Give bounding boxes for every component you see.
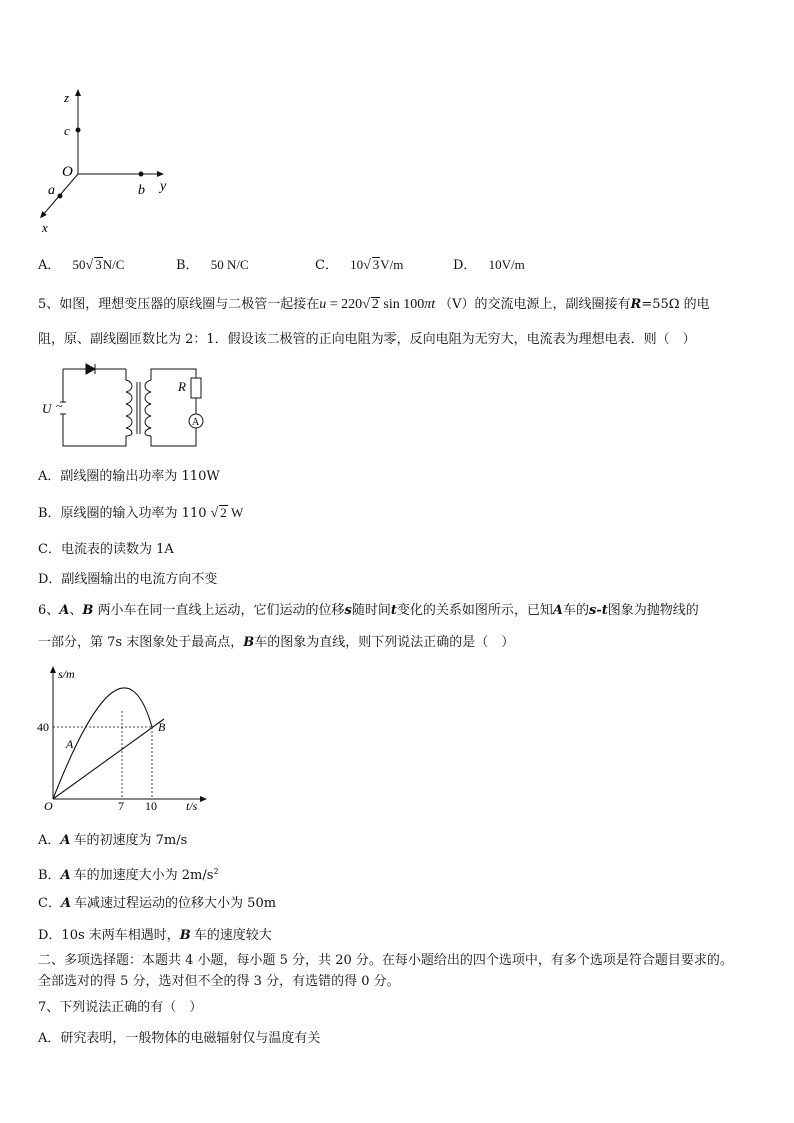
text: 车的图象为直线，则下列说法正确的是（ ） — [254, 635, 515, 650]
q4-option-d — [453, 256, 525, 275]
circuit-label-a: A — [192, 417, 200, 428]
st-graph — [36, 664, 211, 814]
text: 车的初速度为 7m/s — [73, 833, 188, 848]
axes-figure — [36, 86, 186, 236]
t-axis-label: t/s — [186, 799, 198, 813]
text: B．原线圈的输入功率为 110 — [38, 506, 207, 521]
text: =55Ω 的电 — [641, 297, 710, 312]
text: 随时间 — [351, 603, 391, 618]
origin-label: O — [44, 799, 53, 813]
text: B． — [38, 868, 61, 883]
text: 车的加速度大小为 2m/s — [73, 868, 214, 883]
option-value: 50 — [72, 257, 86, 272]
symbol-r: R — [630, 297, 642, 312]
option-value: 50 N/C — [210, 257, 249, 272]
superscript: 2 — [213, 867, 219, 876]
label-a: a — [48, 183, 55, 198]
text: 一部分，第 7s 末图象处于最高点， — [38, 635, 244, 650]
q5-stem-line2: 阻，原、副线圈匝数比为 2：1．假设该二极管的正向电阻为零，反向电阻为无穷大，电流表为理想电表．则（ ） — [38, 332, 696, 347]
label-z: z — [64, 90, 70, 105]
text: 车的速度较大 — [193, 928, 272, 943]
circuit-label-u: U — [42, 401, 52, 416]
resistor-icon — [191, 378, 201, 398]
primary-wire — [63, 369, 126, 446]
q6-option-c — [38, 895, 276, 913]
section2-instruction-line1: 二、多项选择题：本题共 4 小题，每小题 5 分，共 20 分。在每小题给出的四个选项中，有多个选项是符合题目要求的。 — [38, 953, 733, 968]
label-x: x — [42, 220, 48, 235]
text: C． — [38, 896, 61, 911]
option-value: 10 — [350, 257, 364, 272]
symbol-s: s — [344, 603, 352, 618]
q6-stem-line1 — [38, 602, 699, 620]
secondary-coil — [145, 380, 151, 436]
option-label: C． — [315, 258, 338, 273]
q5-option-c: C．电流表的读数为 1A — [38, 542, 174, 557]
point-b — [139, 172, 144, 177]
text: （V）的交流电源上，副线圈接有 — [439, 297, 631, 312]
symbol-a: A — [60, 833, 71, 848]
q6-option-b — [38, 863, 219, 885]
q5-stem-line1: 5、如图，理想变压器的原线圈与二极管一起接在u = 220√ 2 sin 100πt （V）的交流电源上，副线圈接有R=55Ω 的电 — [38, 297, 710, 312]
tick-40: 40 — [37, 720, 49, 734]
formula-radicand: 2 — [371, 297, 379, 312]
text: 两小车在同一直线上运动，它们运动的位移 — [93, 603, 345, 618]
symbol-b: B — [82, 603, 94, 618]
label-y: y — [160, 179, 167, 194]
q7-option-a: A．研究表明，一般物体的电磁辐射仅与温度有关 — [38, 1031, 321, 1046]
circuit-label-tilde: ~ — [56, 399, 63, 413]
text: 变化的关系如图所示，已知 — [396, 603, 553, 618]
formula-eq: = 220 — [326, 297, 363, 312]
text: 、 — [69, 603, 83, 618]
text: 图象为抛物线的 — [607, 603, 699, 618]
radicand: 2 — [220, 505, 227, 520]
text: 车的 — [563, 603, 590, 618]
option-value: 10V/m — [488, 257, 525, 272]
section2-instruction-line2: 全部选对的得 5 分，选对但不全的得 3 分，有选错的得 0 分。 — [38, 974, 400, 989]
point-a — [58, 194, 63, 199]
formula-pit: πt — [424, 297, 436, 312]
unit: V/m — [380, 257, 404, 272]
symbol-st: s-t — [589, 603, 608, 618]
radicand: 3 — [372, 257, 380, 272]
label-c: c — [64, 123, 70, 138]
q6-option-d — [38, 927, 272, 945]
text: 车减速过程运动的位移大小为 50m — [74, 896, 277, 911]
symbol-a: A — [59, 603, 70, 618]
curve-a-label: A — [66, 737, 74, 751]
tick-7: 7 — [118, 799, 124, 813]
text: D．10s 末两车相遇时， — [38, 928, 180, 943]
q7-stem: 7、下列说法正确的有（ ） — [38, 1000, 203, 1015]
unit: N/C — [102, 257, 125, 272]
q5-option-d: D．副线圈输出的电流方向不变 — [38, 572, 218, 587]
q5-option-a: A．副线圈的输出功率为 110W — [38, 469, 220, 484]
symbol-b: B — [243, 635, 255, 650]
q6-stem-line2 — [38, 634, 514, 652]
symbol-a: A — [60, 896, 72, 911]
symbol-a: A — [552, 603, 563, 618]
label-o: O — [62, 164, 73, 180]
s-axis-label: s/m — [58, 667, 75, 681]
q4-option-a: A． 50√ 3N/C — [38, 257, 125, 273]
text: 5、如图，理想变压器的原线圈与二极管一起接在 — [38, 297, 320, 312]
formula-u: u — [319, 297, 327, 312]
q4-option-b — [176, 256, 249, 275]
q6-option-a — [38, 832, 187, 850]
option-label: A． — [38, 258, 61, 273]
text: 6、 — [38, 603, 60, 618]
option-label: B． — [176, 258, 199, 273]
q4-option-c: C． 10√ 3V/m — [315, 257, 404, 273]
tick-10: 10 — [145, 799, 157, 813]
symbol-t: t — [390, 603, 397, 618]
text: A． — [38, 833, 61, 848]
point-c — [76, 128, 81, 133]
unit: W — [227, 505, 244, 520]
formula-sin: sin 100 — [379, 297, 425, 312]
line-b-label: B — [158, 720, 166, 734]
q5-option-b: B．原线圈的输入功率为 110 √ 2 W — [38, 505, 244, 521]
diode-icon — [86, 364, 95, 374]
transformer-circuit — [38, 358, 213, 453]
symbol-a: A — [60, 868, 71, 883]
primary-coil — [126, 380, 132, 436]
symbol-b: B — [179, 928, 191, 943]
circuit-label-r: R — [178, 379, 186, 394]
secondary-wire — [151, 369, 196, 446]
option-label: D． — [453, 258, 477, 273]
radicand: 3 — [95, 257, 102, 272]
label-b: b — [138, 183, 145, 198]
